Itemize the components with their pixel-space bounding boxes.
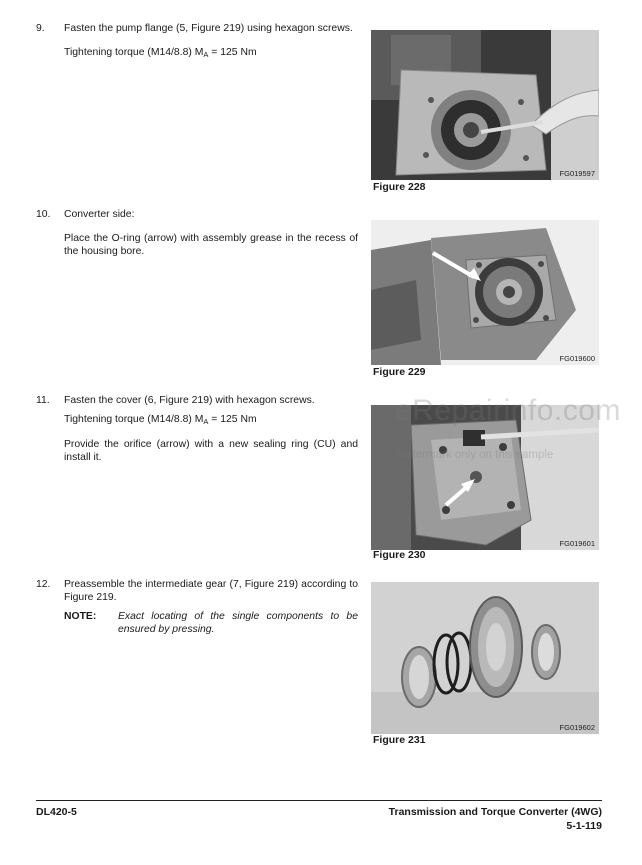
figure-caption: Figure 228 xyxy=(373,181,426,193)
figure-231-photo xyxy=(371,582,599,734)
watermark-subtext: watermark only on this sample xyxy=(398,449,554,461)
torque-spec: Tightening torque (M14/8.8) $M_A = 125$ Nm xyxy=(64,414,257,426)
step-number: 12. xyxy=(36,579,51,590)
step-number: 10. xyxy=(36,209,51,220)
torque-spec: Tightening torque (M14/8.8) $M_A = 125$ Nm xyxy=(64,47,257,59)
figure-caption: Figure 231 xyxy=(373,734,426,746)
figure-caption: Figure 230 xyxy=(373,549,426,561)
note-text: Exact locating of the single components to be ensured by pressing. xyxy=(118,611,358,635)
figure-code: FG019601 xyxy=(559,539,595,548)
step-text: Place the O-ring (arrow) with assembly grease in the recess of the housing bore. xyxy=(64,233,358,257)
step-9 xyxy=(36,22,358,71)
step-number: 11. xyxy=(36,395,50,406)
note xyxy=(64,610,358,636)
note-label: NOTE: xyxy=(64,611,97,622)
step-11 xyxy=(36,394,358,474)
step-12 xyxy=(36,578,358,636)
footer-model: DL420-5 xyxy=(36,806,77,818)
figure-code: FG019600 xyxy=(559,354,595,363)
figure-caption: Figure 229 xyxy=(373,366,426,378)
figure-228-photo xyxy=(371,30,599,180)
figure-code: FG019597 xyxy=(559,169,595,178)
figure-code: FG019602 xyxy=(559,723,595,732)
step-text: Preassemble the intermediate gear (7, Figure 219) according to Figure 219. xyxy=(64,579,358,603)
footer-section-title: Transmission and Torque Converter (4WG) xyxy=(388,806,602,818)
step-text: Fasten the cover (6, Figure 219) with hexagon screws. xyxy=(64,395,315,406)
step-text: Fasten the pump flange (5, Figure 219) using hexagon screws. xyxy=(64,23,353,34)
step-text: Converter side: xyxy=(64,209,135,220)
step-10 xyxy=(36,208,358,268)
watermark: eRepairinfo.com xyxy=(395,394,621,427)
figure-229-photo xyxy=(371,220,599,365)
footer-page-number: 5-1-119 xyxy=(566,820,602,832)
step-number: 9. xyxy=(36,23,45,34)
step-text: Provide the orifice (arrow) with a new sealing ring (CU) and install it. xyxy=(64,439,358,463)
footer-divider xyxy=(36,800,602,801)
